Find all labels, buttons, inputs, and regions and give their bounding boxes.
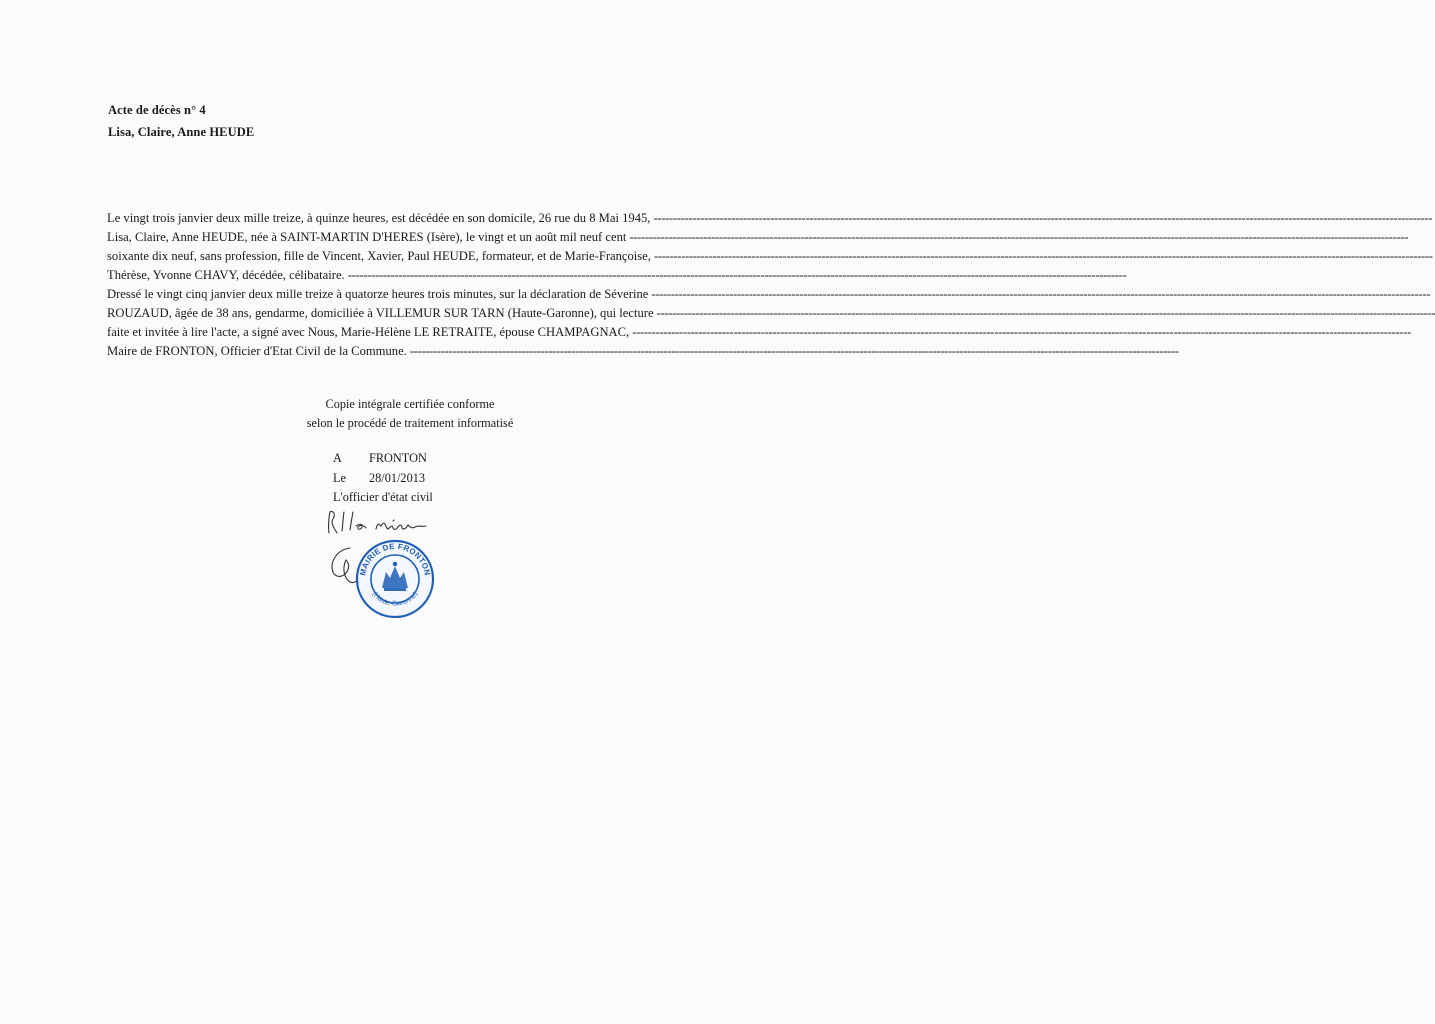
official-stamp (320, 538, 435, 618)
filler-dashes: -------------------------------------------------------------------------------------------------------------------------------------------------------------------------------------------------------- (409, 344, 1179, 358)
body-line: Le vingt trois janvier deux mille treize, à quinze heures, est décédée en son domicile, 26 rue du 8 Mai 1945, -------------------------------------------------------------------------------------------------------------------------------------------------------------------------------------------------------- (107, 209, 715, 228)
body-line: Maire de FRONTON, Officier d'Etat Civil de la Commune. -------------------------------------------------------------------------------------------------------------------------------------------------------------------------------------------------------- (107, 342, 715, 361)
filler-dashes: -------------------------------------------------------------------------------------------------------------------------------------------------------------------------------------------------------- (629, 230, 1409, 244)
place-value: FRONTON (369, 451, 427, 465)
act-title: Acte de décès n° 4 (108, 103, 206, 117)
filler-dashes: -------------------------------------------------------------------------------------------------------------------------------------------------------------------------------------------------------- (656, 306, 1435, 320)
signature-mark (320, 506, 450, 540)
act-body (107, 209, 1435, 361)
filler-dashes: -------------------------------------------------------------------------------------------------------------------------------------------------------------------------------------------------------- (653, 211, 1433, 225)
place-prefix: A (333, 451, 342, 465)
body-line: Lisa, Claire, Anne HEUDE, née à SAINT-MARTIN D'HERES (Isère), le vingt et un août mil neuf cent -------------------------------------------------------------------------------------------------------------------------------------------------------------------------------------------------------- (107, 228, 715, 247)
body-line: faite et invitée à lire l'acte, a signé avec Nous, Marie-Hélène LE RETRAITE, épouse CHAMPAGNAC, -------------------------------------------------------------------------------------------------------------------------------------------------------------------------------------------------------- (107, 323, 715, 342)
officer-label: L'officier d'état civil (333, 490, 433, 504)
date-value: 28/01/2013 (369, 471, 426, 485)
body-line: Thérèse, Yvonne CHAVY, décédée, célibataire. -------------------------------------------------------------------------------------------------------------------------------------------------------------------------------------------------------- (107, 266, 715, 285)
place-line (333, 451, 427, 466)
certification-line-2: selon le procédé de traitement informatisé (306, 416, 514, 430)
date-line (333, 471, 425, 486)
body-line: Dressé le vingt cinq janvier deux mille treize à quatorze heures trois minutes, sur la déclaration de Séverine -------------------------------------------------------------------------------------------------------------------------------------------------------------------------------------------------------- (107, 285, 715, 304)
filler-dashes: -------------------------------------------------------------------------------------------------------------------------------------------------------------------------------------------------------- (653, 249, 1433, 263)
filler-dashes: -------------------------------------------------------------------------------------------------------------------------------------------------------------------------------------------------------- (632, 325, 1411, 339)
mairie-seal (357, 541, 433, 617)
certification-line-1: Copie intégrale certifiée conforme (325, 397, 495, 411)
stamp-bottom-text: (Haute-Garonne) (370, 590, 420, 608)
stamp-top-text: MAIRIE DE FRONTON (358, 541, 432, 577)
body-line: soixante dix neuf, sans profession, fille de Vincent, Xavier, Paul HEUDE, formateur, et de Marie-Françoise, -------------------------------------------------------------------------------------------------------------------------------------------------------------------------------------------------------- (107, 247, 715, 266)
filler-dashes: -------------------------------------------------------------------------------------------------------------------------------------------------------------------------------------------------------- (347, 268, 1127, 282)
body-line: ROUZAUD, âgée de 38 ans, gendarme, domiciliée à VILLEMUR SUR TARN (Haute-Garonne), qui lecture -------------------------------------------------------------------------------------------------------------------------------------------------------------------------------------------------------- (107, 304, 715, 323)
filler-dashes: -------------------------------------------------------------------------------------------------------------------------------------------------------------------------------------------------------- (651, 287, 1431, 301)
date-prefix: Le (333, 471, 346, 485)
deceased-name: Lisa, Claire, Anne HEUDE (108, 125, 255, 139)
